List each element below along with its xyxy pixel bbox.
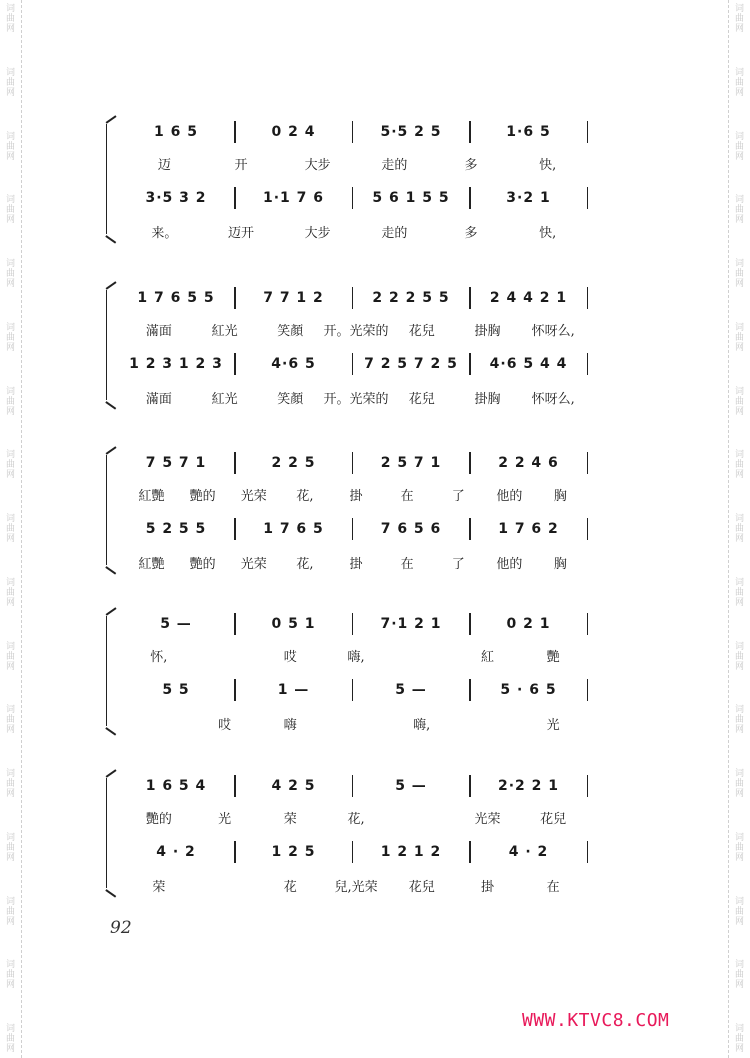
lyric-word: 来。 — [151, 225, 178, 241]
measure: 5 5 — [162, 682, 190, 698]
upper-lyrics — [126, 318, 586, 340]
left-watermark-strip — [0, 0, 22, 1058]
watermark-char: 网 — [734, 470, 744, 481]
watermark-char: 网 — [734, 725, 744, 736]
watermark-char: 词 — [734, 705, 744, 716]
upper-voice-notes — [118, 770, 588, 802]
watermark-char: 曲 — [5, 970, 15, 981]
watermark-char: 曲 — [5, 460, 15, 471]
lyric-word: 兒,光荣 — [334, 879, 378, 895]
watermark-char: 曲 — [5, 14, 15, 24]
watermark-mark — [735, 450, 744, 480]
lyric-word: 艷的 — [189, 488, 216, 504]
measure: 3·2 1 — [506, 190, 551, 206]
watermark-char: 网 — [5, 406, 15, 417]
watermark-char: 词 — [734, 514, 744, 524]
watermark-char: 曲 — [734, 269, 744, 279]
measure: 0 2 4 — [271, 124, 316, 140]
watermark-char: 词 — [734, 641, 744, 652]
watermark-char: 网 — [734, 24, 744, 34]
measure: 2 4 4 2 1 — [489, 290, 568, 306]
upper-voice-notes — [118, 608, 588, 640]
watermark-char: 词 — [5, 514, 15, 524]
watermark-char: 曲 — [5, 205, 15, 216]
watermark-char: 曲 — [734, 970, 744, 981]
lyric-word: 走的 — [381, 225, 408, 241]
upper-lyrics — [126, 644, 586, 666]
lyric-word: 花兒 — [540, 811, 567, 827]
watermark-mark — [6, 195, 15, 225]
watermark-char: 曲 — [5, 269, 15, 279]
watermark-char: 网 — [734, 87, 744, 98]
watermark-char: 曲 — [734, 715, 744, 726]
watermark-char: 曲 — [5, 842, 15, 853]
lyric-word: 在 — [400, 556, 414, 572]
measure: 7·1 2 1 — [380, 616, 442, 632]
watermark-mark — [6, 578, 15, 608]
watermark-char: 网 — [734, 789, 744, 799]
watermark-char: 网 — [5, 470, 15, 481]
watermark-char: 曲 — [5, 779, 15, 789]
lyric-word: 掛胸 — [474, 323, 501, 339]
watermark-char: 词 — [734, 67, 744, 78]
lower-voice-notes — [118, 674, 588, 706]
watermark-char: 网 — [5, 789, 15, 799]
watermark-char: 网 — [734, 534, 744, 544]
watermark-mark — [6, 514, 15, 544]
lyric-word: 怀, — [150, 649, 168, 665]
lower-lyrics — [126, 874, 586, 896]
watermark-char: 词 — [5, 259, 15, 269]
lyric-word: 快, — [539, 157, 557, 173]
watermark-char: 曲 — [734, 77, 744, 88]
lyric-word: 花兒 — [408, 391, 435, 407]
lyric-word: 紅艷 — [138, 556, 165, 572]
watermark-char: 词 — [734, 960, 744, 971]
watermark-mark — [735, 960, 744, 990]
lyric-word: 光 — [218, 811, 232, 827]
lyric-word: 大步 — [304, 225, 331, 241]
watermark-char: 网 — [5, 597, 15, 608]
measure: 2 5 7 1 — [380, 455, 442, 471]
lyric-word: 花兒 — [408, 879, 435, 895]
watermark-char: 曲 — [734, 332, 744, 343]
measure: 1 7 6 2 — [498, 521, 559, 537]
lyric-word: 花, — [296, 488, 314, 504]
lyric-word: 花, — [296, 556, 314, 572]
lyric-word: 胸 — [553, 556, 567, 572]
watermark-char: 曲 — [5, 587, 15, 598]
lyric-word: 光荣 — [474, 811, 501, 827]
upper-lyrics — [126, 806, 586, 828]
lower-voice-notes — [118, 182, 588, 214]
measure: 2 2 5 — [271, 455, 316, 471]
watermark-char: 网 — [5, 1044, 15, 1054]
watermark-char: 网 — [734, 597, 744, 608]
lyric-word: 走的 — [381, 157, 408, 173]
barline — [587, 775, 589, 797]
watermark-char: 词 — [734, 769, 744, 779]
lyric-word: 艷 — [546, 649, 560, 665]
watermark-mark — [6, 4, 15, 34]
barline — [587, 287, 589, 309]
lyric-word: 开。光荣的 — [323, 323, 389, 339]
lower-voice-notes — [118, 348, 588, 380]
watermark-char: 网 — [734, 342, 744, 353]
watermark-mark — [6, 450, 15, 480]
watermark-char: 网 — [5, 852, 15, 863]
measure: 0 5 1 — [271, 616, 316, 632]
watermark-char: 词 — [5, 386, 15, 397]
watermark-mark — [6, 259, 15, 289]
watermark-char: 网 — [5, 916, 15, 927]
watermark-char: 网 — [5, 87, 15, 98]
site-url: WWW.KTVC8.COM — [522, 1010, 670, 1031]
measure: 4·6 5 — [271, 356, 316, 372]
lower-lyrics — [126, 712, 586, 734]
lyric-word: 滿面 — [145, 391, 172, 407]
measure: 1 2 5 — [271, 844, 316, 860]
lower-voice-notes — [118, 836, 588, 868]
barline — [587, 353, 589, 375]
lyric-word: 艷的 — [145, 811, 172, 827]
watermark-mark — [735, 387, 744, 417]
lyric-word: 笑顏 — [277, 323, 304, 339]
lyric-word: 荣 — [152, 879, 166, 895]
measure: 1 7 6 5 — [263, 521, 324, 537]
watermark-char: 曲 — [5, 715, 15, 726]
watermark-char: 词 — [5, 896, 15, 907]
watermark-char: 词 — [5, 577, 15, 588]
watermark-char: 词 — [5, 960, 15, 971]
lyric-word: 紅艷 — [138, 488, 165, 504]
measure: 1 7 6 5 5 — [137, 290, 215, 306]
lyric-word: 艷的 — [189, 556, 216, 572]
measure: 5·5 2 5 — [380, 124, 442, 140]
watermark-char: 网 — [5, 342, 15, 353]
measure: 4 · 2 — [156, 844, 196, 860]
measure: 5 — — [395, 682, 427, 698]
watermark-char: 网 — [5, 24, 15, 34]
lyric-word: 花 — [283, 879, 297, 895]
watermark-char: 词 — [734, 4, 744, 14]
watermark-mark — [6, 68, 15, 98]
watermark-char: 曲 — [734, 1034, 744, 1044]
watermark-mark — [735, 259, 744, 289]
watermark-char: 词 — [734, 386, 744, 397]
watermark-mark — [6, 833, 15, 863]
watermark-mark — [735, 642, 744, 672]
measure: 5 2 5 5 — [145, 521, 207, 537]
measure: 3·5 3 2 — [145, 190, 207, 206]
watermark-char: 曲 — [734, 205, 744, 216]
watermark-char: 曲 — [734, 460, 744, 471]
lyric-word: 在 — [400, 488, 414, 504]
watermark-char: 曲 — [734, 906, 744, 917]
watermark-mark — [6, 1024, 15, 1054]
watermark-char: 网 — [734, 215, 744, 226]
measure: 5 — — [395, 778, 427, 794]
lyric-word: 掛 — [349, 488, 363, 504]
watermark-mark — [6, 642, 15, 672]
page-number: 92 — [110, 918, 132, 938]
measure: 1·6 5 — [506, 124, 551, 140]
measure: 4 2 5 — [271, 778, 316, 794]
watermark-mark — [735, 4, 744, 34]
watermark-char: 词 — [5, 1024, 15, 1034]
measure: 1 — — [277, 682, 310, 698]
watermark-char: 网 — [734, 661, 744, 672]
watermark-char: 曲 — [5, 524, 15, 534]
barline — [587, 452, 589, 474]
watermark-char: 曲 — [5, 141, 15, 152]
lyric-word: 他的 — [496, 556, 523, 572]
barline — [587, 841, 589, 863]
barline — [587, 613, 589, 635]
watermark-char: 词 — [734, 450, 744, 461]
watermark-char: 词 — [5, 832, 15, 843]
watermark-mark — [735, 769, 744, 799]
watermark-char: 网 — [734, 406, 744, 417]
watermark-mark — [735, 68, 744, 98]
watermark-char: 网 — [734, 279, 744, 289]
watermark-char: 网 — [5, 215, 15, 226]
measure: 7 7 1 2 — [263, 290, 324, 306]
lyric-word: 了 — [451, 488, 465, 504]
right-watermark-strip — [728, 0, 750, 1058]
measure: 7 2 5 7 2 5 — [364, 356, 458, 372]
measure: 7 5 7 1 — [145, 455, 207, 471]
watermark-char: 网 — [5, 980, 15, 991]
watermark-char: 词 — [5, 4, 15, 14]
measure: 2 2 4 6 — [498, 455, 559, 471]
watermark-char: 词 — [5, 195, 15, 206]
measure: 2 2 2 5 5 — [372, 290, 450, 306]
watermark-char: 曲 — [5, 77, 15, 88]
watermark-char: 词 — [734, 195, 744, 206]
watermark-mark — [6, 769, 15, 799]
watermark-char: 词 — [5, 705, 15, 716]
watermark-char: 词 — [5, 67, 15, 78]
lyric-word: 哎 — [218, 717, 232, 733]
watermark-char: 词 — [5, 641, 15, 652]
lyric-word: 掛 — [349, 556, 363, 572]
lower-lyrics — [126, 220, 586, 242]
watermark-char: 曲 — [5, 396, 15, 407]
lyric-word: 笑顏 — [277, 391, 304, 407]
measure: 2·2 2 1 — [497, 778, 560, 794]
measure: 1·1 7 6 — [262, 190, 325, 206]
barline — [587, 518, 589, 540]
watermark-char: 词 — [734, 577, 744, 588]
measure: 5 6 1 5 5 — [372, 190, 450, 206]
watermark-char: 网 — [5, 534, 15, 544]
barline — [587, 187, 589, 209]
watermark-char: 词 — [5, 769, 15, 779]
measure: 7 6 5 6 — [380, 521, 442, 537]
watermark-mark — [735, 705, 744, 735]
lyric-word: 迈 — [157, 157, 171, 173]
lyric-word: 光荣 — [240, 556, 267, 572]
watermark-char: 词 — [5, 450, 15, 461]
measure: 4·6 5 4 4 — [489, 356, 568, 372]
watermark-char: 曲 — [5, 332, 15, 343]
watermark-mark — [735, 833, 744, 863]
lyric-word: 花兒 — [408, 323, 435, 339]
watermark-char: 词 — [734, 832, 744, 843]
watermark-char: 曲 — [734, 779, 744, 789]
watermark-mark — [735, 323, 744, 353]
lyric-word: 了 — [451, 556, 465, 572]
watermark-char: 网 — [5, 151, 15, 162]
lyric-word: 紅光 — [211, 323, 238, 339]
watermark-mark — [735, 897, 744, 927]
watermark-char: 网 — [734, 151, 744, 162]
lower-lyrics — [126, 386, 586, 408]
lyric-word: 开。光荣的 — [323, 391, 389, 407]
measure: 0 2 1 — [506, 616, 551, 632]
upper-voice-notes — [118, 116, 588, 148]
watermark-mark — [6, 705, 15, 735]
lyric-word: 紅光 — [211, 391, 238, 407]
watermark-char: 曲 — [5, 1034, 15, 1044]
measure: 1 6 5 4 — [145, 778, 207, 794]
watermark-char: 网 — [734, 916, 744, 927]
measure: 4 · 2 — [508, 844, 549, 860]
upper-lyrics — [126, 483, 586, 505]
upper-voice-notes — [118, 282, 588, 314]
watermark-mark — [6, 960, 15, 990]
watermark-mark — [735, 514, 744, 544]
watermark-char: 曲 — [5, 651, 15, 662]
lyric-word: 掛胸 — [474, 391, 501, 407]
watermark-char: 曲 — [734, 396, 744, 407]
lyric-word: 花, — [347, 811, 365, 827]
lyric-word: 荣 — [283, 811, 297, 827]
watermark-mark — [735, 195, 744, 225]
watermark-char: 词 — [5, 322, 15, 333]
barline — [587, 121, 589, 143]
watermark-char: 曲 — [734, 651, 744, 662]
lyric-word: 快, — [539, 225, 557, 241]
watermark-mark — [735, 578, 744, 608]
watermark-char: 曲 — [734, 141, 744, 152]
watermark-char: 网 — [5, 279, 15, 289]
lyric-word: 光 — [546, 717, 560, 733]
watermark-mark — [735, 132, 744, 162]
watermark-char: 曲 — [734, 842, 744, 853]
lyric-word: 在 — [546, 879, 560, 895]
lyric-word: 哎 — [283, 649, 297, 665]
barline — [587, 679, 589, 701]
watermark-char: 词 — [734, 896, 744, 907]
lyric-word: 胸 — [553, 488, 567, 504]
watermark-char: 曲 — [734, 524, 744, 534]
watermark-char: 词 — [5, 131, 15, 142]
watermark-char: 词 — [734, 259, 744, 269]
lyric-word: 紅 — [480, 649, 494, 665]
watermark-char: 网 — [5, 661, 15, 672]
watermark-char: 曲 — [734, 14, 744, 24]
measure: 5 · 6 5 — [500, 682, 557, 698]
watermark-mark — [735, 1024, 744, 1054]
lyric-word: 迈开 — [228, 225, 255, 241]
watermark-char: 词 — [734, 322, 744, 333]
lyric-word: 多 — [464, 157, 478, 173]
watermark-char: 词 — [734, 1024, 744, 1034]
lyric-word: 开 — [234, 157, 248, 173]
lyric-word: 嗨 — [283, 717, 297, 733]
lyric-word: 嗨, — [413, 717, 431, 733]
lower-lyrics — [126, 551, 586, 573]
measure: 1 2 3 1 2 3 — [129, 356, 223, 372]
watermark-mark — [6, 897, 15, 927]
lyric-word: 怀呀么, — [531, 391, 575, 407]
lyric-word: 掛 — [480, 879, 494, 895]
watermark-char: 曲 — [5, 906, 15, 917]
lyric-word: 大步 — [304, 157, 331, 173]
measure: 1 2 1 2 — [380, 844, 442, 860]
watermark-char: 词 — [734, 131, 744, 142]
lyric-word: 嗨, — [347, 649, 365, 665]
watermark-mark — [6, 132, 15, 162]
measure: 1 6 5 — [154, 124, 198, 140]
watermark-mark — [6, 323, 15, 353]
watermark-char: 曲 — [734, 587, 744, 598]
upper-lyrics — [126, 152, 586, 174]
watermark-char: 网 — [734, 852, 744, 863]
lyric-word: 光荣 — [240, 488, 267, 504]
watermark-char: 网 — [734, 1044, 744, 1054]
measure: 5 — — [160, 616, 192, 632]
watermark-char: 网 — [734, 980, 744, 991]
lower-voice-notes — [118, 513, 588, 545]
lyric-word: 他的 — [496, 488, 523, 504]
upper-voice-notes — [118, 447, 588, 479]
watermark-char: 网 — [5, 725, 15, 736]
lyric-word: 滿面 — [145, 323, 172, 339]
lyric-word: 怀呀么, — [531, 323, 575, 339]
lyric-word: 多 — [464, 225, 478, 241]
watermark-mark — [6, 387, 15, 417]
